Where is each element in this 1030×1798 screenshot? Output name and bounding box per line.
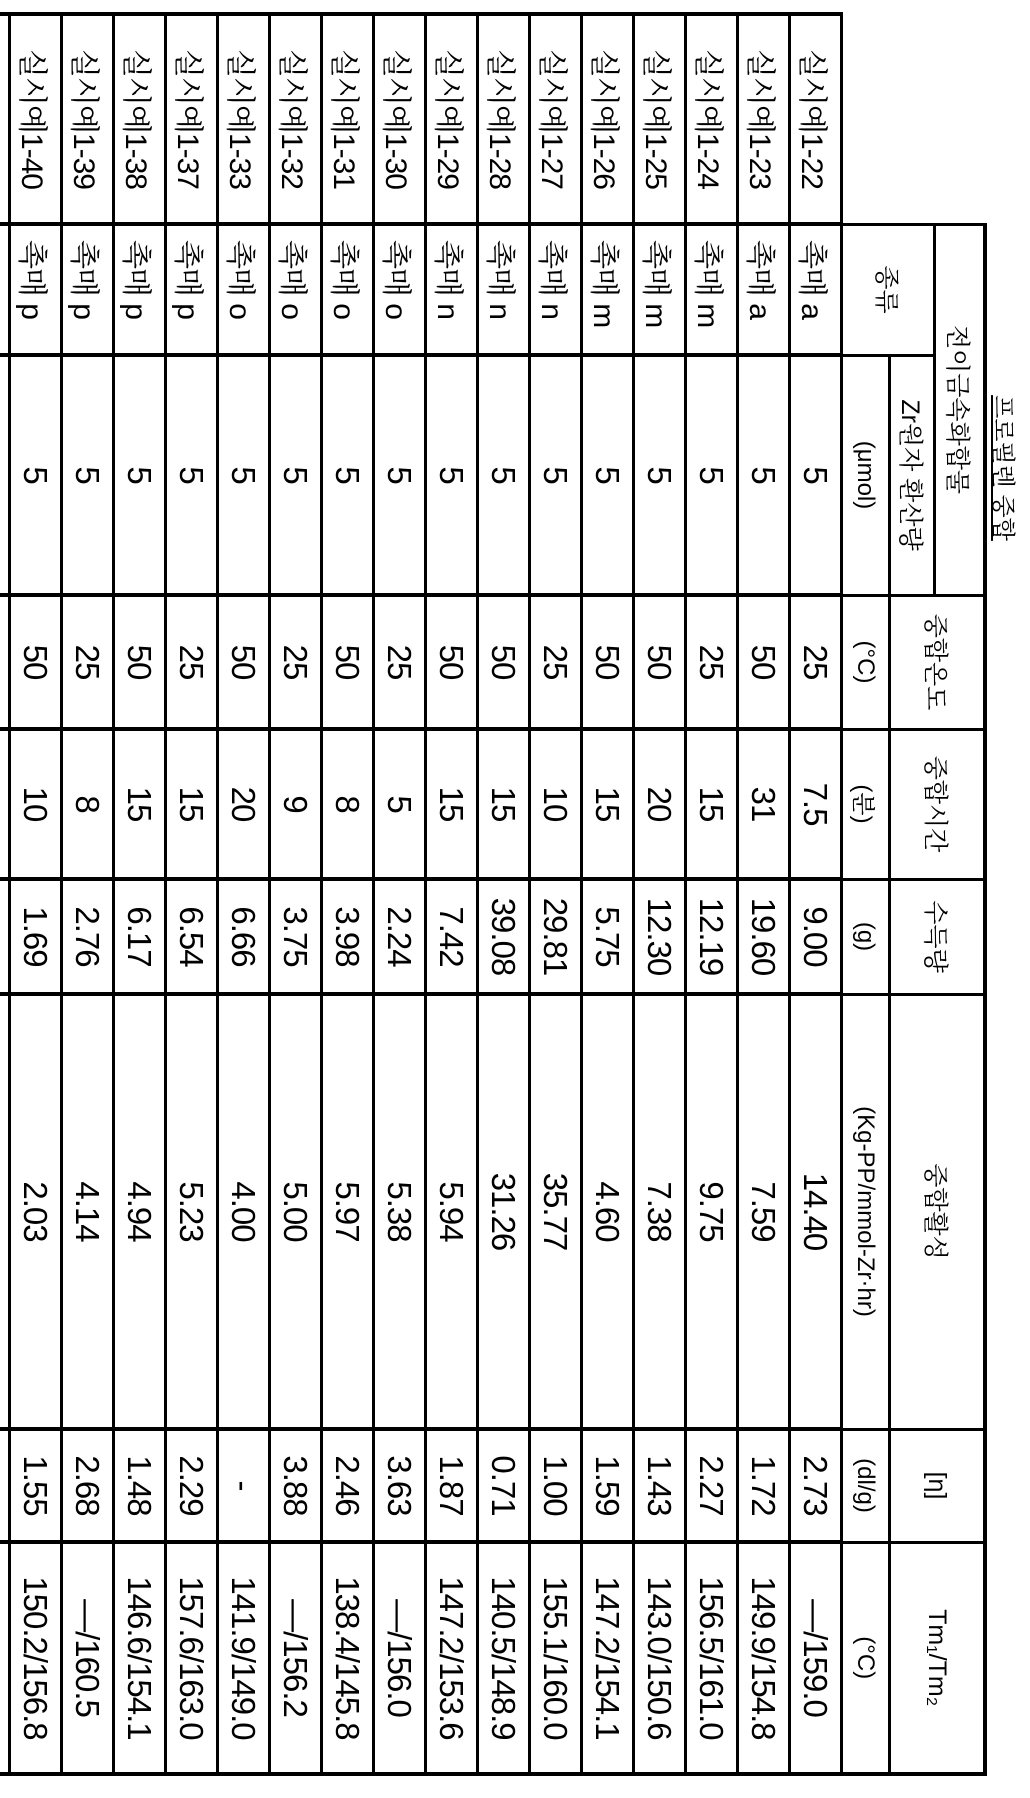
yield-cell: 1.69 (10, 879, 62, 994)
yield-cell: 7.42 (426, 879, 478, 994)
zr-amount-cell: 5 (166, 355, 218, 595)
tm-cell: 157.6/163.0 (166, 1542, 218, 1774)
yield-cell: 3.75 (270, 879, 322, 994)
yield-cell: 29.81 (530, 879, 582, 994)
yield-cell: 3.98 (322, 879, 374, 994)
tm-cell: 141.9/149.0 (218, 1542, 270, 1774)
row-label: 실시예1-32 (270, 14, 322, 224)
temp-cell: 50 (582, 595, 634, 729)
temp-cell: 25 (374, 595, 426, 729)
temp-cell: 25 (62, 595, 114, 729)
row-label: 실시예1-29 (426, 14, 478, 224)
zr-amount-cell: 5 (114, 355, 166, 595)
eta-cell: 1.87 (426, 1429, 478, 1542)
activity-cell: 5.97 (322, 994, 374, 1429)
eta-cell: 2.29 (166, 1429, 218, 1542)
eta-cell: 1.55 (10, 1429, 62, 1542)
time-cell: 8 (62, 729, 114, 879)
zr-amount-cell (0, 355, 10, 595)
zr-amount-cell: 5 (738, 355, 790, 595)
time-cell: 8 (322, 729, 374, 879)
time-cell: 20 (218, 729, 270, 879)
tm-cell: 156.5/161.0 (686, 1542, 738, 1774)
header-eta: [η] (890, 1429, 986, 1542)
eta-cell: 1.59 (582, 1429, 634, 1542)
catalyst-cell: 촉매 n (530, 224, 582, 355)
zr-amount-cell: 5 (634, 355, 686, 595)
eta-cell: 1.72 (738, 1429, 790, 1542)
yield-cell: 5.75 (582, 879, 634, 994)
eta-cell: 1.43 (634, 1429, 686, 1542)
tm-cell: 134.1/143.5 (0, 1542, 10, 1774)
row-label: 실시예1-28 (478, 14, 530, 224)
time-cell: 15 (686, 729, 738, 879)
catalyst-cell: 촉매 o (270, 224, 322, 355)
tm-cell: 147.2/154.1 (582, 1542, 634, 1774)
temp-cell: 50 (218, 595, 270, 729)
temp-cell: 50 (114, 595, 166, 729)
zr-amount-cell: 5 (426, 355, 478, 595)
catalyst-cell: 촉매 a (738, 224, 790, 355)
catalyst-cell: 촉매 o (218, 224, 270, 355)
temp-cell: 25 (686, 595, 738, 729)
catalyst-cell: 촉매 a (790, 224, 842, 355)
row-label: 실시예1-23 (738, 14, 790, 224)
header-kind: 종류 (842, 224, 935, 355)
yield-cell: 12.19 (686, 879, 738, 994)
row-label: 실시예1-30 (374, 14, 426, 224)
table-row (738, 14, 790, 1774)
zr-amount-cell: 5 (10, 355, 62, 595)
temp-cell: 50 (10, 595, 62, 729)
temp-cell: 25 (790, 595, 842, 729)
header-transition-metal: 전이금속화합물 (935, 224, 986, 595)
table-row (166, 14, 218, 1774)
table-row (634, 14, 686, 1774)
table-row (114, 14, 166, 1774)
activity-cell: 9.75 (686, 994, 738, 1429)
time-cell: 15 (426, 729, 478, 879)
row-label: 실시예1-24 (686, 14, 738, 224)
eta-cell: 0.71 (478, 1429, 530, 1542)
tm-cell: 138.4/145.8 (322, 1542, 374, 1774)
row-label: 실시예1-39 (62, 14, 114, 224)
zr-amount-cell: 5 (582, 355, 634, 595)
catalyst-cell: 촉매 o (374, 224, 426, 355)
activity-cell: 5.94 (426, 994, 478, 1429)
temp-cell: 50 (634, 595, 686, 729)
unit-time: (분) (842, 729, 890, 879)
table-body (0, 14, 842, 1774)
table-row (270, 14, 322, 1774)
table-row (478, 14, 530, 1774)
table-row (218, 14, 270, 1774)
time-cell: 10 (10, 729, 62, 879)
zr-amount-cell: 5 (374, 355, 426, 595)
yield-cell: 12.30 (634, 879, 686, 994)
catalyst-cell: 촉매 m (686, 224, 738, 355)
activity-cell: 31.26 (478, 994, 530, 1429)
zr-amount-cell: 5 (218, 355, 270, 595)
unit-eta: (dl/g) (842, 1429, 890, 1542)
activity-cell: 5.38 (374, 994, 426, 1429)
row-label: 실시예1-38 (114, 14, 166, 224)
eta-cell: 2.27 (686, 1429, 738, 1542)
header-zr-amount: Zr원자 환산량 (890, 355, 935, 595)
table-row (0, 14, 10, 1774)
yield-cell: 19.60 (738, 879, 790, 994)
table-row (374, 14, 426, 1774)
temp-cell: 25 (530, 595, 582, 729)
activity-cell: 35.77 (530, 994, 582, 1429)
tm-cell: 146.6/154.1 (114, 1542, 166, 1774)
header-activity: 중합활성 (890, 994, 986, 1429)
eta-cell: 1.48 (114, 1429, 166, 1542)
temp-cell: 50 (426, 595, 478, 729)
time-cell: 15 (478, 729, 530, 879)
header-tm: Tm₁/Tm₂ (890, 1542, 986, 1774)
eta-cell: - (218, 1429, 270, 1542)
zr-amount-cell: 5 (478, 355, 530, 595)
eta-cell: 3.63 (374, 1429, 426, 1542)
activity-cell: 14.40 (790, 994, 842, 1429)
zr-amount-cell: 5 (322, 355, 374, 595)
zr-amount-cell: 5 (530, 355, 582, 595)
tm-cell: —/159.0 (790, 1542, 842, 1774)
activity-cell: 2.03 (10, 994, 62, 1429)
tm-cell: 155.1/160.0 (530, 1542, 582, 1774)
yield-cell: 2.15 (0, 879, 10, 994)
tm-cell: —/156.2 (270, 1542, 322, 1774)
yield-cell: 39.08 (478, 879, 530, 994)
time-cell: 10 (530, 729, 582, 879)
time-cell: 5 (374, 729, 426, 879)
activity-cell: 7.38 (634, 994, 686, 1429)
activity-cell: 4.14 (62, 994, 114, 1429)
yield-cell: 2.24 (374, 879, 426, 994)
row-label: 실시예1-37 (166, 14, 218, 224)
header-time: 중합시간 (890, 729, 986, 879)
temp-cell: 50 (322, 595, 374, 729)
yield-cell: 9.00 (790, 879, 842, 994)
temp-cell: 45 (0, 595, 10, 729)
catalyst-cell: 촉매 p (166, 224, 218, 355)
header-blank (842, 14, 986, 224)
yield-cell: 6.66 (218, 879, 270, 994)
row-label: 실시예1-26 (582, 14, 634, 224)
catalyst-cell: 촉매 p (10, 224, 62, 355)
propylene-polymerization-table (0, 12, 987, 1776)
yield-cell: 2.76 (62, 879, 114, 994)
table-row (10, 14, 62, 1774)
yield-cell: 6.54 (166, 879, 218, 994)
table-row (790, 14, 842, 1774)
temp-cell: 25 (166, 595, 218, 729)
row-label: 실시예1-27 (530, 14, 582, 224)
table-title: 프로필렌 중합 (988, 373, 1016, 563)
tm-cell: —/156.0 (374, 1542, 426, 1774)
tm-cell: 143.0/150.6 (634, 1542, 686, 1774)
row-label (0, 14, 10, 224)
catalyst-cell: 촉매 p (114, 224, 166, 355)
catalyst-cell: 촉매 m (582, 224, 634, 355)
time-cell: 15 (166, 729, 218, 879)
tm-cell: 150.2/156.8 (10, 1542, 62, 1774)
tm-cell: 147.2/153.6 (426, 1542, 478, 1774)
table-row (530, 14, 582, 1774)
time-cell: 7.5 (790, 729, 842, 879)
tm-cell: 140.5/148.9 (478, 1542, 530, 1774)
activity-cell: 4.94 (114, 994, 166, 1429)
eta-cell: 3.88 (270, 1429, 322, 1542)
eta-cell: 1.00 (530, 1429, 582, 1542)
time-cell: 15 (114, 729, 166, 879)
row-label: 실시예1-31 (322, 14, 374, 224)
activity-cell: 5.00 (270, 994, 322, 1429)
unit-zr: (μmol) (842, 355, 890, 595)
temp-cell: 25 (270, 595, 322, 729)
unit-temp: (°C) (842, 595, 890, 729)
table-row (62, 14, 114, 1774)
activity-cell: 0.86 (0, 994, 10, 1429)
row-label: 실시예1-40 (10, 14, 62, 224)
time-cell: 20 (634, 729, 686, 879)
unit-yield: (g) (842, 879, 890, 994)
catalyst-cell (0, 224, 10, 355)
zr-amount-cell: 5 (270, 355, 322, 595)
eta-cell: 2.73 (790, 1429, 842, 1542)
activity-cell: 4.60 (582, 994, 634, 1429)
zr-amount-cell: 5 (790, 355, 842, 595)
catalyst-cell: 촉매 o (322, 224, 374, 355)
table-header (842, 14, 986, 1774)
eta-cell: 2.46 (322, 1429, 374, 1542)
activity-cell: 5.23 (166, 994, 218, 1429)
time-cell: 31 (738, 729, 790, 879)
row-label: 실시예1-33 (218, 14, 270, 224)
unit-activity: (Kg-PP/mmol-Zr·hr) (842, 994, 890, 1429)
rotated-page (0, 0, 1030, 1798)
header-yield: 수득량 (890, 879, 986, 994)
row-label: 실시예1-25 (634, 14, 686, 224)
header-temp: 중합온도 (890, 595, 986, 729)
temp-cell: 50 (478, 595, 530, 729)
yield-cell: 6.17 (114, 879, 166, 994)
unit-tm: (°C) (842, 1542, 890, 1774)
catalyst-cell: 촉매 n (478, 224, 530, 355)
activity-cell: 7.59 (738, 994, 790, 1429)
row-label: 실시예1-22 (790, 14, 842, 224)
zr-amount-cell: 5 (62, 355, 114, 595)
zr-amount-cell: 5 (686, 355, 738, 595)
eta-cell: 2.68 (62, 1429, 114, 1542)
table-row (686, 14, 738, 1774)
tm-cell: —/160.5 (62, 1542, 114, 1774)
table-row (426, 14, 478, 1774)
time-cell: 15 (582, 729, 634, 879)
catalyst-cell: 촉매 m (634, 224, 686, 355)
temp-cell: 50 (738, 595, 790, 729)
catalyst-cell: 촉매 p (62, 224, 114, 355)
time-cell: 30 (0, 729, 10, 879)
catalyst-cell: 촉매 n (426, 224, 478, 355)
time-cell: 9 (270, 729, 322, 879)
table-row (322, 14, 374, 1774)
eta-cell: 1.31 (0, 1429, 10, 1542)
table-row (582, 14, 634, 1774)
activity-cell: 4.00 (218, 994, 270, 1429)
tm-cell: 149.9/154.8 (738, 1542, 790, 1774)
